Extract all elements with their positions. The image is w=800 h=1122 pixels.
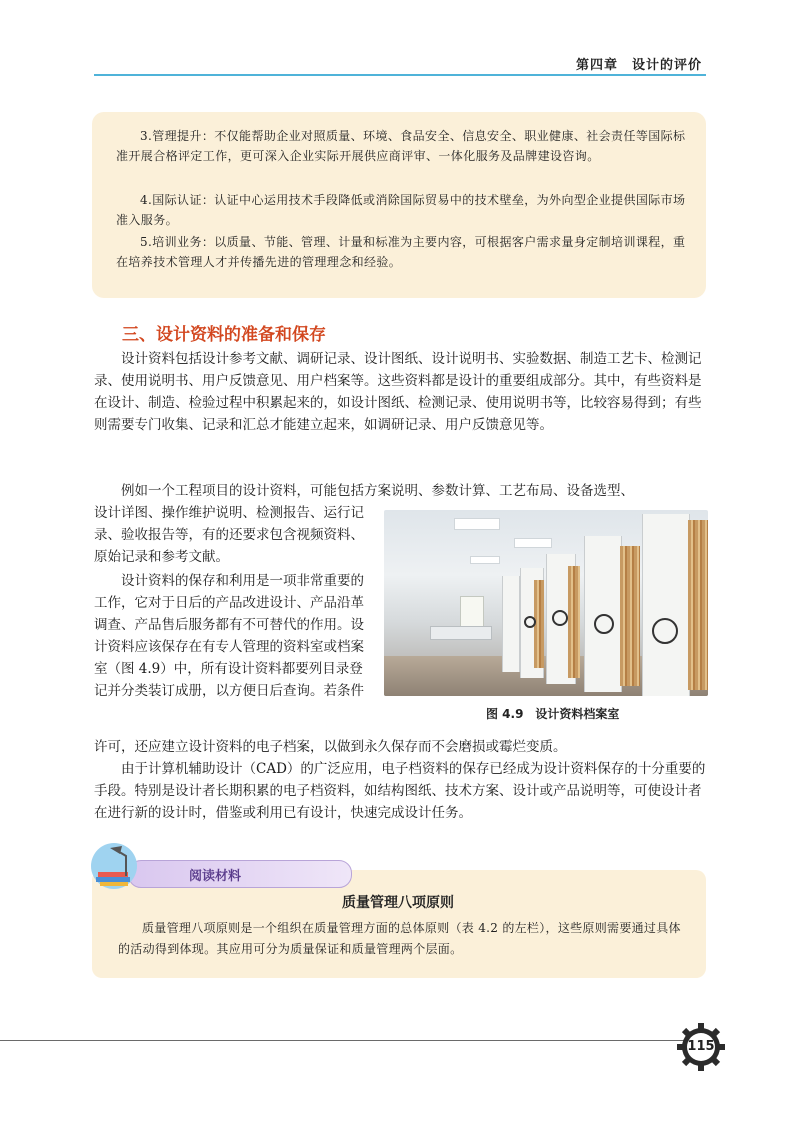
reading-title: 质量管理八项原则 (342, 895, 454, 911)
footer-rule (0, 1040, 690, 1041)
paragraph-3: 设计资料的保存和利用是一项非常重要的工作，它对于日后的产品改进设计、产品沿革调查、产品售后服务都有不可替代的作用。设计资料应该保存在有专人管理的资料室或档案室（图 4.9）中，所有设计资料都要列目录登记并分类装订成册，以方便日后查询。若条件 (94, 573, 364, 699)
info-item-5: 5.培训业务：以质量、节能、管理、计量和标准为主要内容，可根据客户需求量身定制培训课程，重在培养技术管理人才并传播先进的管理理念和经验。 (116, 235, 686, 269)
paragraph-2-rest: 设计详图、操作维护说明、检测报告、运行记录、验收报告等，有的还要求包含视频资料、原始记录和参考文献。 (94, 505, 364, 565)
reading-material-section (86, 842, 710, 982)
page-number: 115 (687, 1039, 715, 1054)
info-box (92, 112, 706, 298)
info-item-4: 4.国际认证：认证中心运用技术手段降低或消除国际贸易中的技术壁垒，为外向型企业提供国际市场准入服务。 (116, 193, 686, 227)
paragraph-3-continued: 许可，还应建立设计资料的电子档案，以做到永久保存而不会磨损或霉烂变质。 (94, 739, 567, 755)
archive-room-photo (384, 510, 708, 696)
reading-text: 质量管理八项原则是一个组织在质量管理方面的总体原则（表 4.2 的左栏），这些原则需要通过具体的活动得到体现。其应用可分为质量保证和质量管理两个层面。 (118, 921, 681, 956)
section-heading: 三、设计资料的准备和保存 (122, 325, 326, 345)
paragraph-2-first-line: 例如一个工程项目的设计资料，可能包括方案说明、参数计算、工艺布局、设备选型、 (121, 483, 634, 499)
reading-tab-label: 阅读材料 (189, 869, 242, 884)
paragraph-1: 设计资料包括设计参考文献、调研记录、设计图纸、设计说明书、实验数据、制造工艺卡、检测记录、使用说明书、用户反馈意见、用户档案等。这些资料都是设计的重要组成部分。其中，有些资料是在设计、制造、检验过程中积累起来的，如设计图纸、检测记录、使用说明书等，比较容易得到；有些则需要专门收集、记录和汇总才能建立起来，如调研记录、用户反馈意见等。 (94, 351, 702, 433)
chapter-title: 第四章 设计的评价 (575, 58, 702, 73)
figure-caption: 图 4.9 设计资料档案室 (486, 707, 620, 721)
paragraph-4: 由于计算机辅助设计（CAD）的广泛应用，电子档资料的保存已经成为设计资料保存的十分重要的手段。特别是设计者长期积累的电子档资料，如结构图纸、技术方案、设计或产品说明等，可使设计者在进行新的设计时，借鉴或利用已有设计，快速完成设计任务。 (94, 761, 706, 821)
header-rule (94, 74, 706, 76)
reading-tab (128, 860, 352, 888)
info-item-3: 3.管理提升：不仅能帮助企业对照质量、环境、食品安全、信息安全、职业健康、社会责任等国际标准开展合格评定工作，更可深入企业实际开展供应商评审、一体化服务及品牌建设咨询。 (116, 129, 686, 163)
book-lamp-icon (86, 842, 142, 892)
